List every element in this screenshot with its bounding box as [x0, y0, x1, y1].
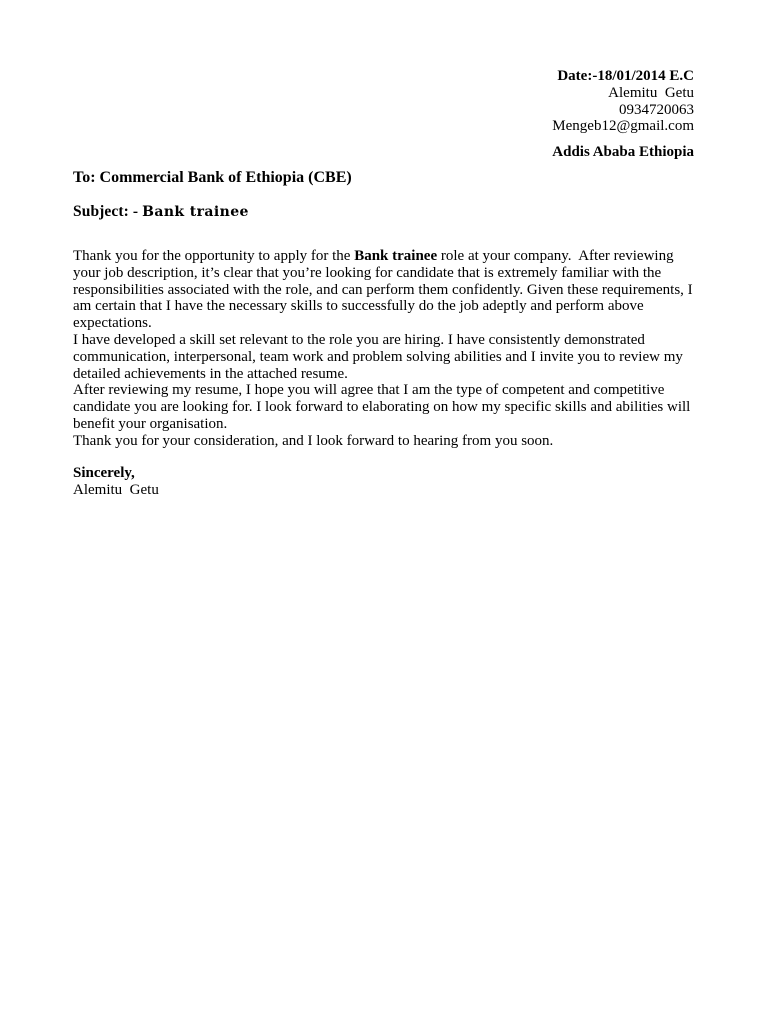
sender-name: Alemitu Getu [608, 84, 694, 101]
letter-date: Date:-18/01/2014 E.C [557, 68, 694, 84]
subject-line [73, 203, 249, 221]
body-paragraph-3: After reviewing my resume, I hope you will agree that I am the type of competent and competitive candidate you are looking for. I look forward to elaborating on how my specific skills and abilities will benefit your organisation. [73, 382, 691, 432]
body-paragraph-4: Thank you for your consideration, and I look forward to hearing from you soon. [73, 432, 554, 449]
letter-body [73, 248, 703, 450]
sender-email: Mengeb12@gmail.com [552, 118, 694, 135]
sender-address: Addis Ababa Ethiopia [552, 144, 694, 161]
subject-label: Subject: - [73, 203, 143, 220]
body-paragraph-1 [73, 248, 703, 332]
body-paragraph-1-suffix: role at your company. After reviewing your job description, it’s clear that you’re looking for candidate that is extremely familiar with the responsibilities associated with the role, and can perform them confidently. Given these requirements, I am certain that I have the necessary skills to successfully do the job adeptly and perform above expectations. [73, 248, 697, 332]
sender-phone: 0934720063 [619, 101, 694, 118]
subject-value: Bank trainee [142, 204, 249, 220]
closing-block [73, 465, 159, 499]
sender-block [552, 68, 694, 161]
signature-name: Alemitu Getu [73, 482, 159, 498]
sign-off: Sincerely, [73, 465, 135, 481]
body-paragraph-2: I have developed a skill set relevant to the role you are hiring. I have consistently demonstrated communication, interpersonal, team work and problem solving abilities and I invite you to review my detailed achievements in the attached resume. [73, 331, 683, 382]
job-title-highlight: Bank trainee [354, 248, 438, 264]
body-paragraph-1-prefix: Thank you for the opportunity to apply for the [73, 248, 355, 264]
recipient-line: To: Commercial Bank of Ethiopia (CBE) [73, 169, 352, 186]
